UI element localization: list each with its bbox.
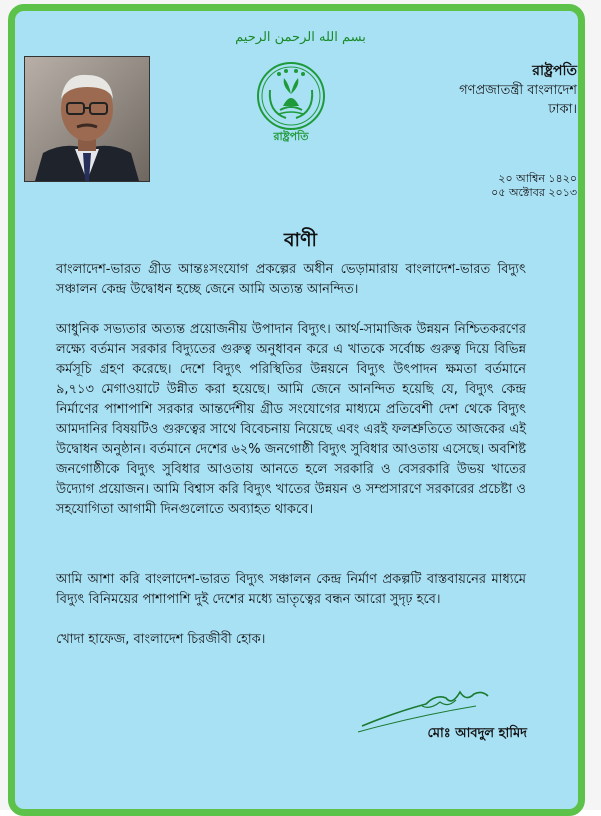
office-title: রাষ্ট্রপতি: [532, 63, 577, 79]
president-portrait: [24, 56, 150, 182]
office-city: ঢাকা।: [548, 102, 577, 117]
office-country: গণপ্রজাতন্ত্রী বাংলাদেশ: [459, 83, 577, 98]
office-block: [459, 62, 577, 119]
gregorian-date: ০৫ অক্টোবর ২০১৩: [491, 186, 577, 199]
bengali-date: ২০ আশ্বিন ১৪২০: [498, 172, 577, 185]
message-paragraph-3: আমি আশা করি বাংলাদেশ-ভারত বিদ্যুৎ সঞ্চালন কেন্দ্র নির্মাণ প্রকল্পটি বাস্তবায়নের মাধ্যমে বিদ্যুৎ বিনিময়ের পাশাপাশি দুই দেশের মধ্যে ভ্রাতৃত্বের বন্ধন আরো সুদৃঢ় হবে।: [56, 572, 526, 607]
date-block: [491, 172, 577, 200]
message-paragraph-1: বাংলাদেশ-ভারত গ্রীড আন্তঃসংযোগ প্রকল্পের অধীন ভেড়ামারায় বাংলাদেশ-ভারত বিদ্যুৎ সঞ্চালন কেন্দ্র উদ্বোধন হচ্ছে জেনে আমি অত্যন্ত আনন্দিত।: [56, 262, 526, 297]
portrait-image: [25, 57, 149, 181]
message-paragraph-2: আধুনিক সভ্যতার অত্যন্ত প্রয়োজনীয় উপাদান বিদ্যুৎ। আর্থ-সামাজিক উন্নয়ন নিশ্চিতকরণের লক্ষ্যে বর্তমান সরকার বিদ্যুতের গুরুত্ব অনুধাবন করে এ খাতকে সর্বোচ্চ গুরুত্ব দিয়ে বিভিন্ন কর্মসূচি গ্রহণ করেছে। দেশে বিদ্যুৎ পরিস্থিতির উন্নয়নে বিদ্যুৎ উৎপাদন ক্ষমতা বর্তমানে ৯,৭১৩ মেগাওয়াটে উন্নীত করা হয়েছে। আমি জেনে আনন্দিত হয়েছি যে, বিদ্যুৎ কেন্দ্র নির্মাণের পাশাপাশি সরকার আন্তর্দেশীয় গ্রীড সংযোগের মাধ্যমে প্রতিবেশী দেশ থেকে বিদ্যুৎ আমদানির বিষয়টিও গুরুত্বের সাথে বিবেচনায় নিয়েছে এবং এরই ফলশ্রুতিতে আজকের এই উদ্বোধন অনুষ্ঠান। বর্তমানে দেশের ৬২% জনগোষ্ঠী বিদ্যুৎ সুবিধার আওতায় এসেছে। অবশিষ্ট জনগোষ্ঠীকে বিদ্যুৎ সুবিধার আওতায় আনতে হলে সরকারি ও বেসরকারি উভয় খাতের উদ্যোগ প্রয়োজন। আমি বিশ্বাস করি বিদ্যুৎ খাতের উন্নয়ন ও সম্প্রসারণে সরকারের প্রচেষ্টা ও সহযোগিতা আগামী দিনগুলোতে অব্যাহত থাকবে।: [56, 322, 526, 517]
emblem-caption: রাষ্ট্রপতি: [273, 130, 309, 143]
message-closing: খোদা হাফেজ, বাংলাদেশ চিরজীবী হোক।: [56, 632, 266, 647]
bismillah-calligraphy: بسم الله الرحمن الرحيم: [235, 30, 366, 45]
presidential-emblem: [252, 60, 330, 146]
signer-name: মোঃ আবদুল হামিদ: [427, 726, 527, 741]
message-heading: বাণী: [283, 229, 317, 251]
